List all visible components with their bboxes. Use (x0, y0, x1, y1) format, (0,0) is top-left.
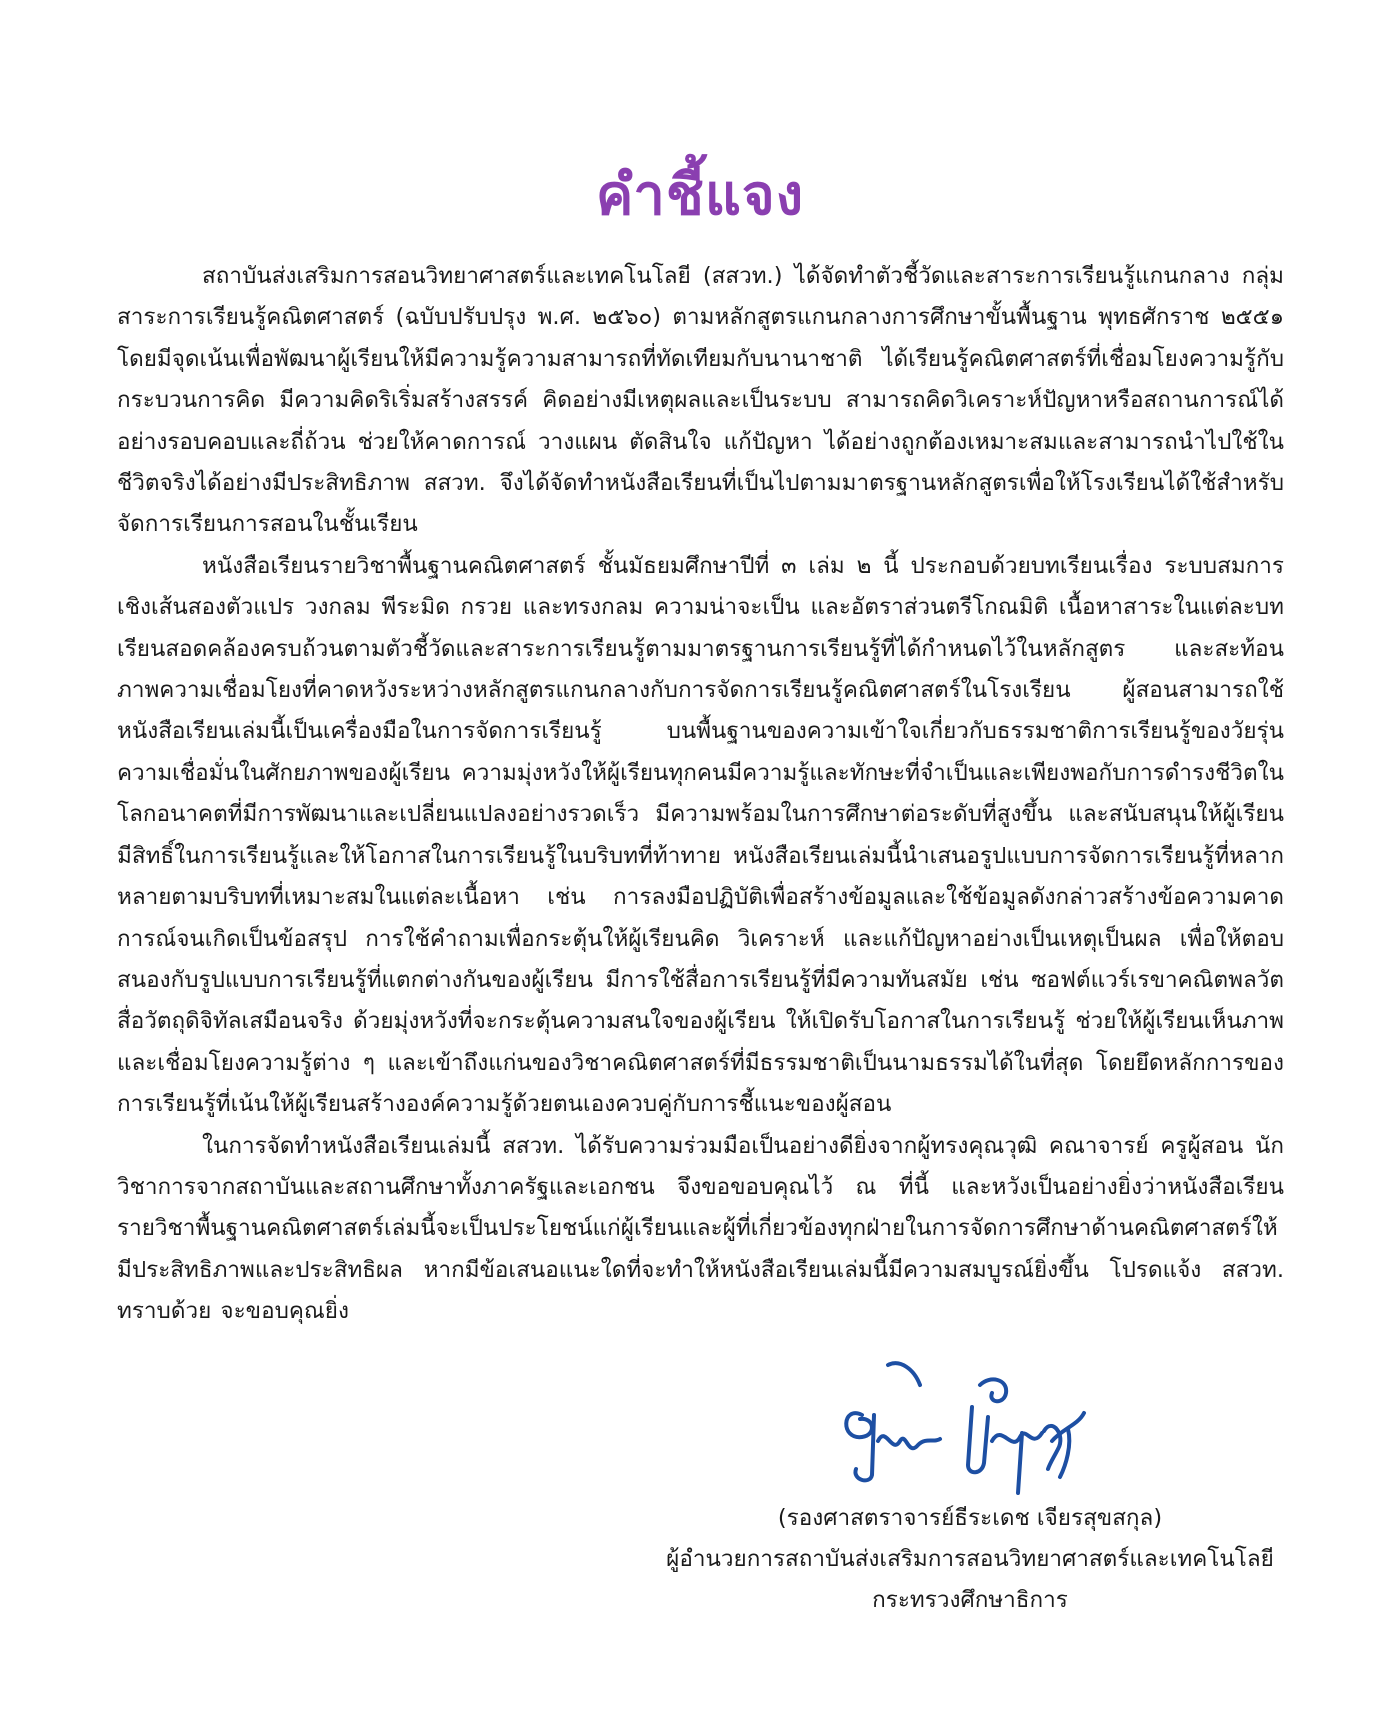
paragraph-2: หนังสือเรียนรายวิชาพื้นฐานคณิตศาสตร์ ชั้นมัธยมศึกษาปีที่ ๓ เล่ม ๒ นี้ ประกอบด้วยบทเรียนเรื่อง ระบบสมการเชิงเส้นสองตัวแปร วงกลม พีระมิด กรวย และทรงกลม ความน่าจะเป็น และอัตราส่วนตรีโกณมิติ เนื้อหาสาระในแต่ละบทเรียนสอดคล้องครบถ้วนตามตัวชี้วัดและสาระการเรียนรู้ตามมาตรฐานการเรียนรู้ที่ได้กำหนดไว้ในหลักสูตร และสะท้อนภาพความเชื่อมโยงที่คาดหวังระหว่างหลักสูตรแกนกลางกับการจัดการเรียนรู้คณิตศาสตร์ในโรงเรียน ผู้สอนสามารถใช้หนังสือเรียนเล่มนี้เป็นเครื่องมือในการจัดการเรียนรู้ บนพื้นฐานของความเข้าใจเกี่ยวกับธรรมชาติการเรียนรู้ของวัยรุ่น ความเชื่อมั่นในศักยภาพของผู้เรียน ความมุ่งหวังให้ผู้เรียนทุกคนมีความรู้และทักษะที่จำเป็นและเพียงพอกับการดำรงชีวิตในโลกอนาคตที่มีการพัฒนาและเปลี่ยนแปลงอย่างรวดเร็ว มีความพร้อมในการศึกษาต่อระดับที่สูงขึ้น และสนับสนุนให้ผู้เรียนมีสิทธิ์ในการเรียนรู้และให้โอกาสในการเรียนรู้ในบริบทที่ท้าทาย หนังสือเรียนเล่มนี้นำเสนอรูปแบบการจัดการเรียนรู้ที่หลากหลายตามบริบทที่เหมาะสมในแต่ละเนื้อหา เช่น การลงมือปฏิบัติเพื่อสร้างข้อมูลและใช้ข้อมูลดังกล่าวสร้างข้อความคาดการณ์จนเกิดเป็นข้อสรุป การใช้คำถามเพื่อกระตุ้นให้ผู้เรียนคิด วิเคราะห์ และแก้ปัญหาอย่างเป็นเหตุเป็นผล เพื่อให้ตอบสนองกับรูปแบบการเรียนรู้ที่แตกต่างกันของผู้เรียน มีการใช้สื่อการเรียนรู้ที่มีความทันสมัย เช่น ซอฟต์แวร์เรขาคณิตพลวัต สื่อวัตถุดิจิทัลเสมือนจริง ด้วยมุ่งหวังที่จะกระตุ้นความสนใจของผู้เรียน ให้เปิดรับโอกาสในการเรียนรู้ ช่วยให้ผู้เรียนเห็นภาพและเชื่อมโยงความรู้ต่าง ๆ และเข้าถึงแก่นของวิชาคณิตศาสตร์ที่มีธรรมชาติเป็นนามธรรมได้ในที่สุด โดยยึดหลักการของการเรียนรู้ที่เน้นให้ผู้เรียนสร้างองค์ความรู้ด้วยตนเองควบคู่กับการชี้แนะของผู้สอน (117, 552, 1284, 1118)
page-title: คำชี้แจง (595, 162, 805, 228)
handwritten-signature (822, 1345, 1102, 1495)
signatory-name: (รองศาสตราจารย์ธีระเดช เจียรสุขสกุล) (777, 1505, 1163, 1531)
signatory-position: ผู้อำนวยการสถาบันส่งเสริมการสอนวิทยาศาสตร์และเทคโนโลยี (666, 1546, 1274, 1572)
signature-block (640, 1498, 1300, 1621)
paragraph-3: ในการจัดทำหนังสือเรียนเล่มนี้ สสวท. ได้รับความร่วมมือเป็นอย่างดียิ่งจากผู้ทรงคุณวุฒิ คณาจารย์ ครูผู้สอน นักวิชาการจากสถาบันและสถานศึกษาทั้งภาครัฐและเอกชน จึงขอขอบคุณไว้ ณ ที่นี้ และหวังเป็นอย่างยิ่งว่าหนังสือเรียนรายวิชาพื้นฐานคณิตศาสตร์เล่มนี้จะเป็นประโยชน์แก่ผู้เรียนและผู้ที่เกี่ยวข้องทุกฝ่ายในการจัดการศึกษาด้านคณิตศาสตร์ให้มีประสิทธิภาพและประสิทธิผล หากมีข้อเสนอแนะใดที่จะทำให้หนังสือเรียนเล่มนี้มีความสมบูรณ์ยิ่งขึ้น โปรดแจ้ง สสวท. ทราบด้วย จะขอบคุณยิ่ง (117, 1132, 1284, 1325)
body-text (117, 256, 1284, 1333)
paragraph-1: สถาบันส่งเสริมการสอนวิทยาศาสตร์และเทคโนโลยี (สสวท.) ได้จัดทำตัวชี้วัดและสาระการเรียนรู้แกนกลาง กลุ่มสาระการเรียนรู้คณิตศาสตร์ (ฉบับปรับปรุง พ.ศ. ๒๕๖๐) ตามหลักสูตรแกนกลางการศึกษาขั้นพื้นฐาน พุทธศักราช ๒๕๕๑ โดยมีจุดเน้นเพื่อพัฒนาผู้เรียนให้มีความรู้ความสามารถที่ทัดเทียมกับนานาชาติ ได้เรียนรู้คณิตศาสตร์ที่เชื่อมโยงความรู้กับกระบวนการคิด มีความคิดริเริ่มสร้างสรรค์ คิดอย่างมีเหตุผลและเป็นระบบ สามารถคิดวิเคราะห์ปัญหาหรือสถานการณ์ได้อย่างรอบคอบและถี่ถ้วน ช่วยให้คาดการณ์ วางแผน ตัดสินใจ แก้ปัญหา ได้อย่างถูกต้องเหมาะสมและสามารถนำไปใช้ในชีวิตจริงได้อย่างมีประสิทธิภาพ สสวท. จึงได้จัดทำหนังสือเรียนที่เป็นไปตามมาตรฐานหลักสูตรเพื่อให้โรงเรียนได้ใช้สำหรับจัดการเรียนการสอนในชั้นเรียน (117, 263, 1284, 538)
signatory-organization: กระทรวงศึกษาธิการ (872, 1587, 1068, 1613)
